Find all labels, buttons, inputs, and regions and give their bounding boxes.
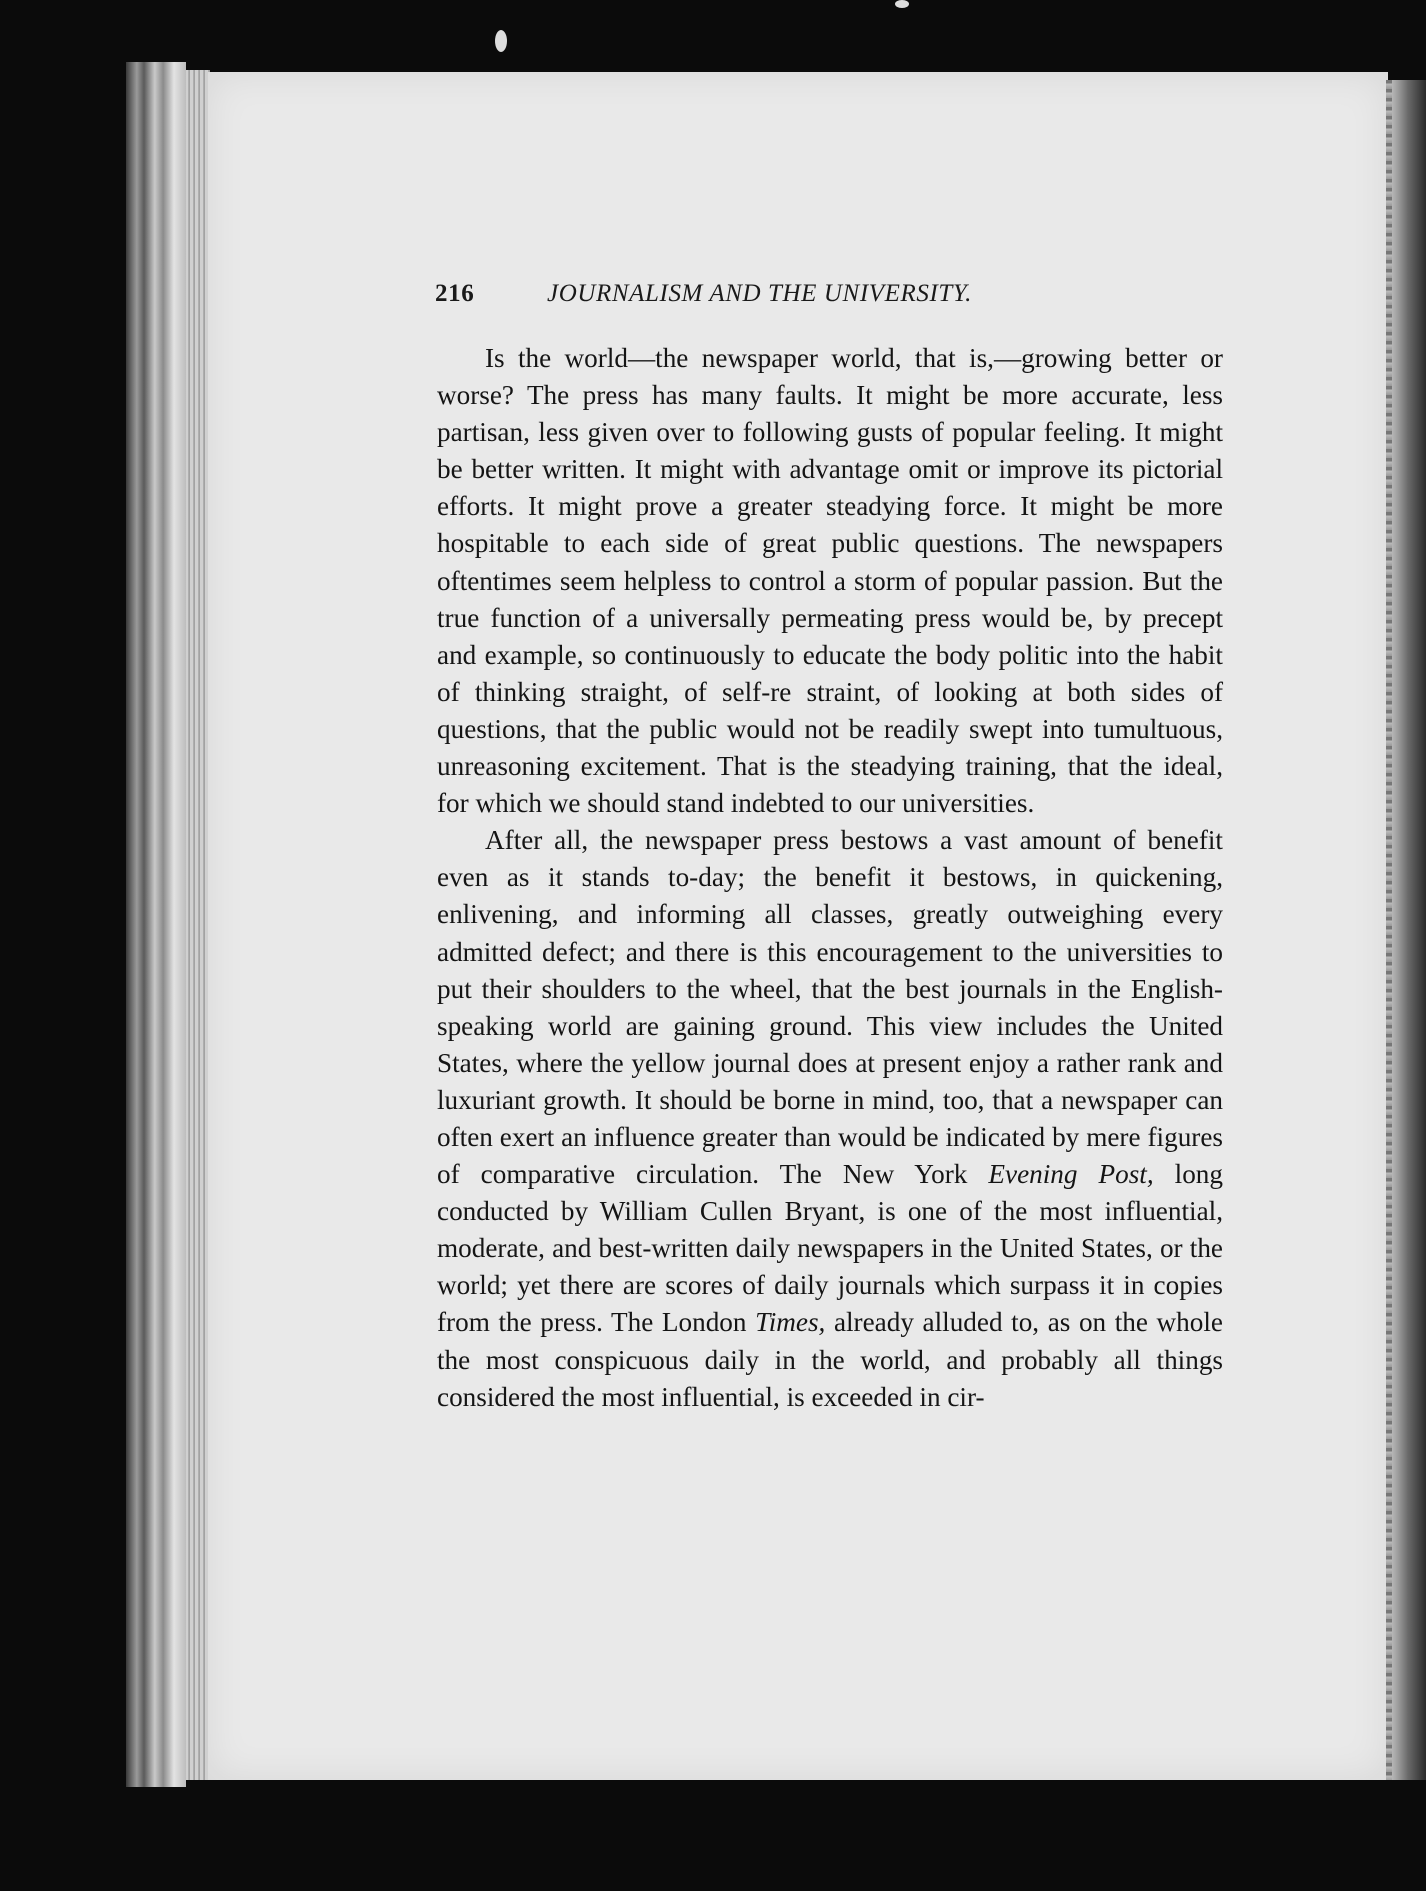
text-run: already alluded to, as on the whole the most conspicuous daily in the world, and probably all things considered the most influential, is exceeded in cir- (437, 1307, 1223, 1412)
page-header (435, 280, 1215, 320)
facing-page-edge (1386, 80, 1426, 1780)
page-stack-edge (186, 70, 210, 1780)
paragraph (437, 822, 1223, 1416)
page-number: 216 (435, 280, 475, 307)
running-title: JOURNALISM AND THE UNIVERSITY. (547, 280, 972, 307)
body-text (437, 340, 1223, 1416)
italic-text: Times, (755, 1307, 826, 1338)
scan-speck (495, 30, 507, 52)
paragraph (437, 340, 1223, 822)
text-run: Is the world—the newspaper world, that is,—growing better or worse? The press has many faults. It might be more accurate, less partisan, less given over to following gusts of popular feeling. It might be better written. It might with advantage omit or improve its pictorial efforts. It might prove a greater steadying force. It might be more hospitable to each side of great public questions. The newspapers oftentimes seem helpless to control a storm of popular passion. But the true function of a universally permeating press would be, by precept and example, so continuously to educate the body politic into the habit of thinking straight, of self-re straint, of looking at both sides of questions, that the public would not be readily swept into tumultuous, unreasoning excitement. That is the steadying training, that the ideal, for which we should stand indebted to our universities. (437, 343, 1223, 819)
scan-speck (895, 0, 909, 8)
book-binding (126, 62, 186, 1787)
text-run: After all, the newspaper press bestows a vast amount of benefit even as it stands to-day; the benefit it bestows, in quickening, enlivening, and informing all classes, greatly outweighing every admitted defect; and there is this encouragement to the universities to put their shoulders to the wheel, that the best journals in the English-speaking world are gaining ground. This view includes the United States, where the yellow journal does at present enjoy a rather rank and luxuriant growth. It should be borne in mind, too, that a newspaper can often exert an influence greater than would be indicated by mere figures of comparative circulation. The New York (437, 825, 1223, 1190)
text-run: long conducted by William Cullen Bryant, is one of the most influential, moderate, and best-written daily newspapers in the United States, or the world; yet there are scores of daily journals which surpass it in copies from the press. The London (437, 1159, 1223, 1338)
italic-text: Evening Post, (988, 1159, 1154, 1190)
